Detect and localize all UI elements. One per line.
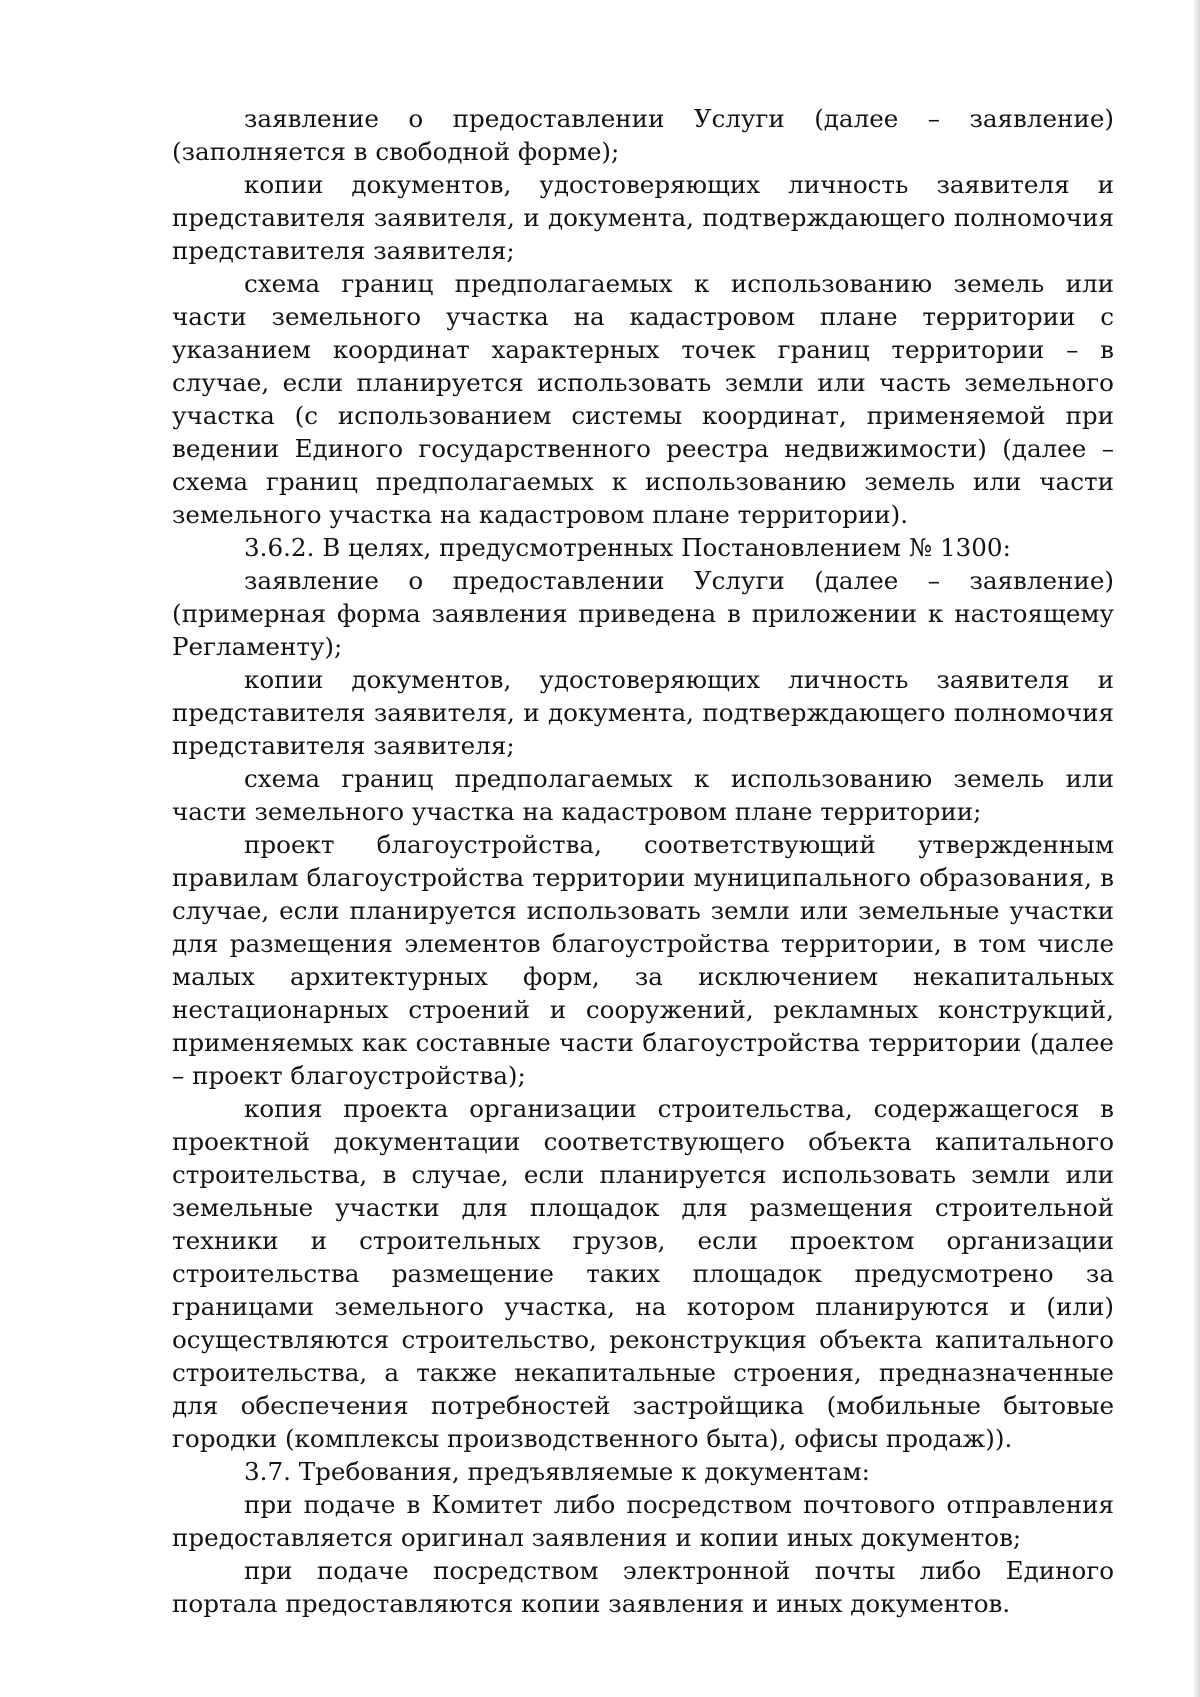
paragraph-application-free-form: заявление о предоставлении Услуги (далее – заявление) (заполняется в свободной форме); [172, 104, 1114, 166]
document-body [172, 102, 1114, 1620]
paragraph-identity-documents-2: копии документов, удостоверяющих личность заявителя и представителя заявителя, и документа, подтверждающего полномочия представителя заявителя; [172, 665, 1114, 760]
paragraph-submission-electronic: при подаче посредством электронной почты либо Единого портала предоставляются копии заявления и иных документов. [172, 1556, 1114, 1618]
paragraph-section-3-6-2: 3.6.2. В целях, предусмотренных Постановлением № 1300: [244, 533, 1011, 562]
page-edge-shadow [1194, 0, 1200, 1697]
paragraph-boundary-scheme-coordinates: схема границ предполагаемых к использованию земель или части земельного участка на кадастровом плане территории с указанием координат характерных точек границ территории – в случае, если планируется использовать земли или часть земельного участка (с использованием системы координат, применяемой при ведении Единого государственного реестра недвижимости) (далее – схема границ предполагаемых к использованию земель или части земельного участка на кадастровом плане территории). [172, 269, 1114, 529]
paragraph-section-3-7: 3.7. Требования, предъявляемые к документам: [244, 1457, 870, 1486]
paragraph-submission-committee: при подаче в Комитет либо посредством почтового отправления предоставляется оригинал заявления и копии иных документов; [172, 1490, 1114, 1552]
paragraph-landscaping-project: проект благоустройства, соответствующий утвержденным правилам благоустройства территории муниципального образования, в случае, если планируется использовать земли или земельные участки для размещения элементов благоустройства территории, в том числе малых архитектурных форм, за исключением некапитальных нестационарных строений и сооружений, рекламных конструкций, применяемых как составные части благоустройства территории (далее – проект благоустройства); [172, 830, 1114, 1090]
paragraph-identity-documents: копии документов, удостоверяющих личность заявителя и представителя заявителя, и документа, подтверждающего полномочия представителя заявителя; [172, 170, 1114, 265]
paragraph-construction-project-copy: копия проекта организации строительства, содержащегося в проектной документации соответствующего объекта капитального строительства, в случае, если планируется использовать земли или земельные участки для площадок для размещения строительной техники и строительных грузов, если проектом организации строительства размещение таких площадок предусмотрено за границами земельного участка, на котором планируются и (или) осуществляются строительство, реконструкция объекта капитального строительства, а также некапитальные строения, предназначенные для обеспечения потребностей застройщика (мобильные бытовые городки (комплексы производственного быта), офисы продаж)). [172, 1094, 1114, 1453]
paragraph-application-sample-form: заявление о предоставлении Услуги (далее – заявление) (примерная форма заявления приведена в приложении к настоящему Регламенту); [172, 566, 1114, 661]
paragraph-boundary-scheme: схема границ предполагаемых к использованию земель или части земельного участка на кадастровом плане территории; [172, 764, 1114, 826]
